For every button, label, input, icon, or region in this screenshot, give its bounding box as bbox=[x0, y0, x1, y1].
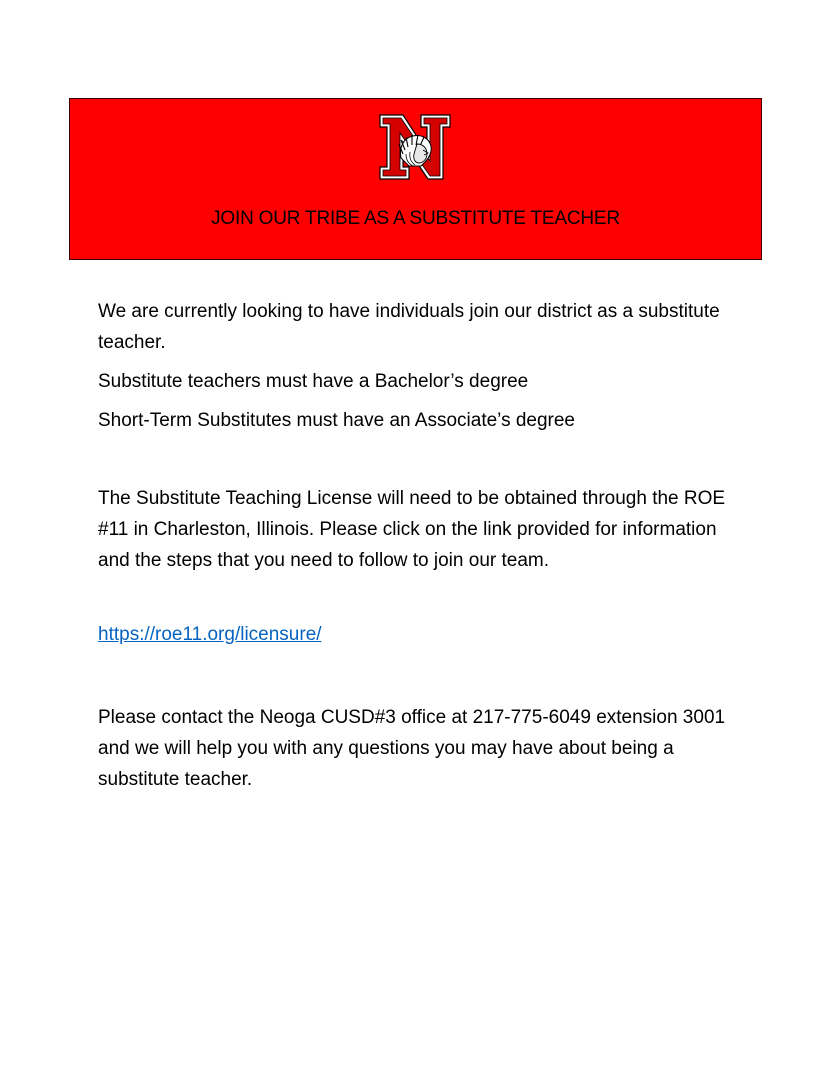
intro-paragraph: We are currently looking to have individuals join our district as a substitute teacher. bbox=[98, 301, 720, 353]
neoga-n-logo-icon bbox=[379, 114, 451, 180]
bachelor-requirement: Substitute teachers must have a Bachelor’s degree bbox=[98, 371, 529, 392]
license-paragraph: The Substitute Teaching License will need to be obtained through the ROE #11 in Charleston, Illinois. Please click on the link provided for information and the steps that you need to follow to join our team. bbox=[98, 488, 726, 571]
banner-title: JOIN OUR TRIBE AS A SUBSTITUTE TEACHER bbox=[211, 208, 620, 229]
licensure-link-line bbox=[98, 619, 738, 650]
contact-paragraph: Please contact the Neoga CUSD#3 office at 217-775-6049 extension 3001 and we will help you with any questions you may have about being a substitute teacher. bbox=[98, 707, 726, 790]
licensure-link[interactable]: https://roe11.org/licensure/ bbox=[98, 624, 322, 645]
associate-requirement: Short-Term Substitutes must have an Associate’s degree bbox=[98, 410, 576, 431]
